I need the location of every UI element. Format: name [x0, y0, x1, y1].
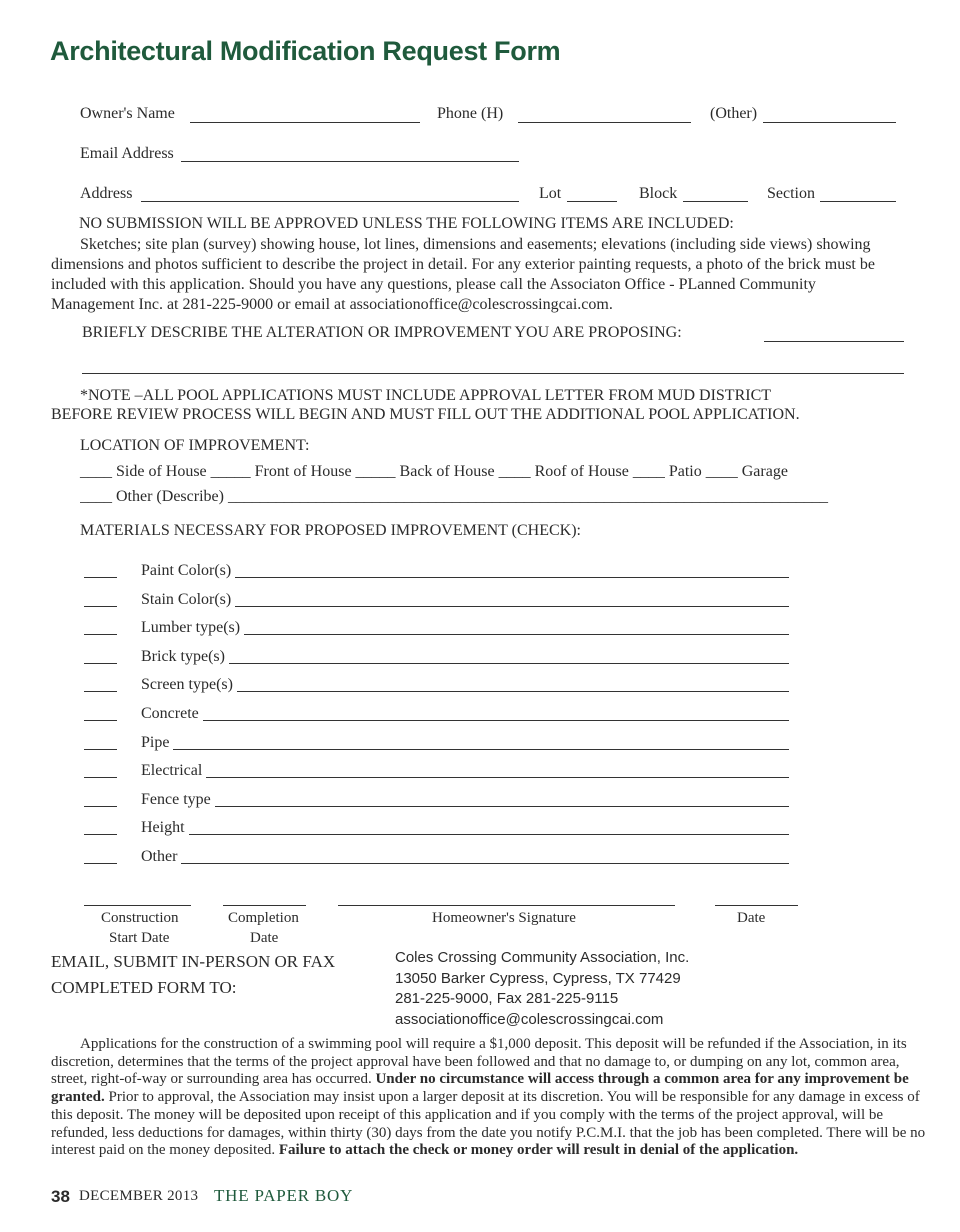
association-contact	[395, 948, 689, 1030]
address-label: Address	[80, 185, 133, 202]
material-label: Stain Color(s)	[141, 590, 232, 608]
requirements-line: Management Inc. at 281-225-9000 or email at associationoffice@colescrossingcai.com.	[51, 296, 613, 313]
email-field[interactable]	[181, 161, 519, 162]
material-field[interactable]	[189, 834, 789, 835]
lot-field[interactable]	[567, 201, 617, 202]
material-field[interactable]	[203, 720, 789, 721]
materials-heading: MATERIALS NECESSARY FOR PROPOSED IMPROVEMENT (CHECK):	[80, 522, 581, 539]
submit-line: COMPLETED FORM TO:	[51, 978, 237, 997]
material-label: Lumber type(s)	[141, 619, 241, 637]
requirements-line: Sketches; site plan (survey) showing house, lot lines, dimensions and easements; elevations (including side views) showing	[80, 236, 871, 253]
material-field[interactable]	[215, 806, 789, 807]
pool-deposit-bold: Under no circumstance will access through a common area for any improvement be granted.	[51, 1071, 909, 1106]
material-check-blank[interactable]	[84, 720, 117, 721]
material-check-blank[interactable]	[84, 634, 117, 635]
material-label: Fence type	[141, 790, 211, 808]
requirements-heading: NO SUBMISSION WILL BE APPROVED UNLESS THE FOLLOWING ITEMS ARE INCLUDED:	[79, 215, 734, 232]
location-heading: LOCATION OF IMPROVEMENT:	[80, 437, 310, 454]
footer-date: DECEMBER 2013	[79, 1188, 199, 1204]
construction-label: Construction	[101, 910, 179, 926]
material-check-blank[interactable]	[84, 577, 117, 578]
location-other[interactable]: ____ Other (Describe) ___________________________________________________________________________	[80, 488, 828, 505]
association-phone: 281-225-9000, Fax 281-225-9115	[395, 990, 619, 1007]
pool-note-line: *NOTE –ALL POOL APPLICATIONS MUST INCLUDE APPROVAL LETTER FROM MUD DISTRICT	[80, 387, 772, 404]
section-label: Section	[767, 185, 815, 202]
material-check-blank[interactable]	[84, 777, 117, 778]
describe-field[interactable]	[764, 341, 904, 342]
completion-label: Completion	[228, 910, 299, 926]
location-options[interactable]: ____ Side of House _____ Front of House _____ Back of House ____ Roof of House ____ Patio ____ Garage	[80, 463, 788, 480]
requirements-line: dimensions and photos sufficient to describe the project in detail. For any exterior painting requests, a photo of the brick must be	[51, 256, 875, 273]
signature-date-field[interactable]	[715, 905, 798, 906]
association-name: Coles Crossing Community Association, Inc.	[395, 949, 690, 966]
describe-label: BRIEFLY DESCRIBE THE ALTERATION OR IMPROVEMENT YOU ARE PROPOSING:	[82, 324, 682, 341]
lot-label: Lot	[539, 185, 562, 202]
pool-deposit-paragraph	[51, 1036, 926, 1160]
owner-name-field[interactable]	[190, 122, 420, 123]
address-field[interactable]	[141, 201, 519, 202]
pool-deposit-bold: Failure to attach the check or money order will result in denial of the application.	[278, 1142, 799, 1159]
pool-note-line: BEFORE REVIEW PROCESS WILL BEGIN AND MUST FILL OUT THE ADDITIONAL POOL APPLICATION.	[51, 406, 800, 423]
pool-deposit-text: Applications for the construction of a swimming pool will require a $1,000 deposit. This deposit will be refunded if the Association, in its discretion, determines that the terms of the project approval have been followed and that no damage to, or dumping on any lot, common area, street, right-of-way or surrounding area has occurred.	[51, 1036, 907, 1088]
phone-other-field[interactable]	[763, 122, 896, 123]
material-label: Brick type(s)	[141, 647, 225, 665]
completion-date-label: Date	[250, 930, 279, 946]
material-label: Pipe	[141, 733, 170, 751]
phone-home-field[interactable]	[518, 122, 691, 123]
owner-name-label: Owner's Name	[80, 105, 175, 122]
submit-line: EMAIL, SUBMIT IN-PERSON OR FAX	[51, 952, 336, 971]
material-label: Height	[141, 819, 185, 837]
material-field[interactable]	[235, 606, 789, 607]
requirements-paragraph	[51, 235, 931, 315]
material-check-blank[interactable]	[84, 691, 117, 692]
material-label: Other	[141, 848, 178, 865]
material-check-blank[interactable]	[84, 834, 117, 835]
block-label: Block	[639, 185, 678, 202]
phone-home-label: Phone (H)	[437, 105, 504, 122]
phone-other-label: (Other)	[710, 105, 758, 122]
material-label: Screen type(s)	[141, 676, 233, 694]
requirements-line: included with this application. Should you have any questions, please call the Associaton Office - PLanned Community	[51, 276, 816, 293]
material-field[interactable]	[244, 634, 789, 635]
block-field[interactable]	[683, 201, 748, 202]
material-field[interactable]	[229, 663, 789, 664]
homeowner-signature-field[interactable]	[338, 905, 675, 906]
section-field[interactable]	[820, 201, 896, 202]
publication-name: THE PAPER BOY	[214, 1186, 354, 1205]
material-check-blank[interactable]	[84, 663, 117, 664]
material-field[interactable]	[206, 777, 789, 778]
completion-date-field[interactable]	[223, 905, 306, 906]
construction-start-date-field[interactable]	[84, 905, 191, 906]
page-title: Architectural Modification Request Form	[50, 36, 561, 66]
date-label: Date	[737, 910, 766, 926]
material-label: Paint Color(s)	[141, 562, 232, 579]
material-label: Electrical	[141, 762, 203, 780]
association-email[interactable]: associationoffice@colescrossingcai.com	[395, 1010, 664, 1028]
email-label: Email Address	[80, 145, 174, 162]
material-field[interactable]	[173, 749, 789, 750]
material-field[interactable]	[181, 863, 789, 864]
material-check-blank[interactable]	[84, 863, 117, 864]
start-date-label: Start Date	[109, 930, 170, 946]
page-number: 38	[51, 1187, 70, 1206]
pool-deposit-text: Prior to approval, the Association may insist upon a larger deposit at its discretion. You will be responsible for any damage in excess of this deposit. The money will be deposited upon receipt of this application and if you comply with the terms of the project approval, will be refunded, less deductions for damages, within thirty (30) days from the date you notify P.C.M.I. that the job has been completed. There will be no interest paid on the money deposited.	[51, 1089, 926, 1159]
describe-field-line-2[interactable]	[82, 373, 904, 374]
material-check-blank[interactable]	[84, 749, 117, 750]
material-field[interactable]	[235, 577, 789, 578]
material-label: Concrete	[141, 705, 199, 722]
material-check-blank[interactable]	[84, 606, 117, 607]
association-address: 13050 Barker Cypress, Cypress, TX 77429	[395, 969, 681, 987]
material-field[interactable]	[237, 691, 789, 692]
material-check-blank[interactable]	[84, 806, 117, 807]
homeowner-signature-label: Homeowner's Signature	[432, 910, 576, 926]
